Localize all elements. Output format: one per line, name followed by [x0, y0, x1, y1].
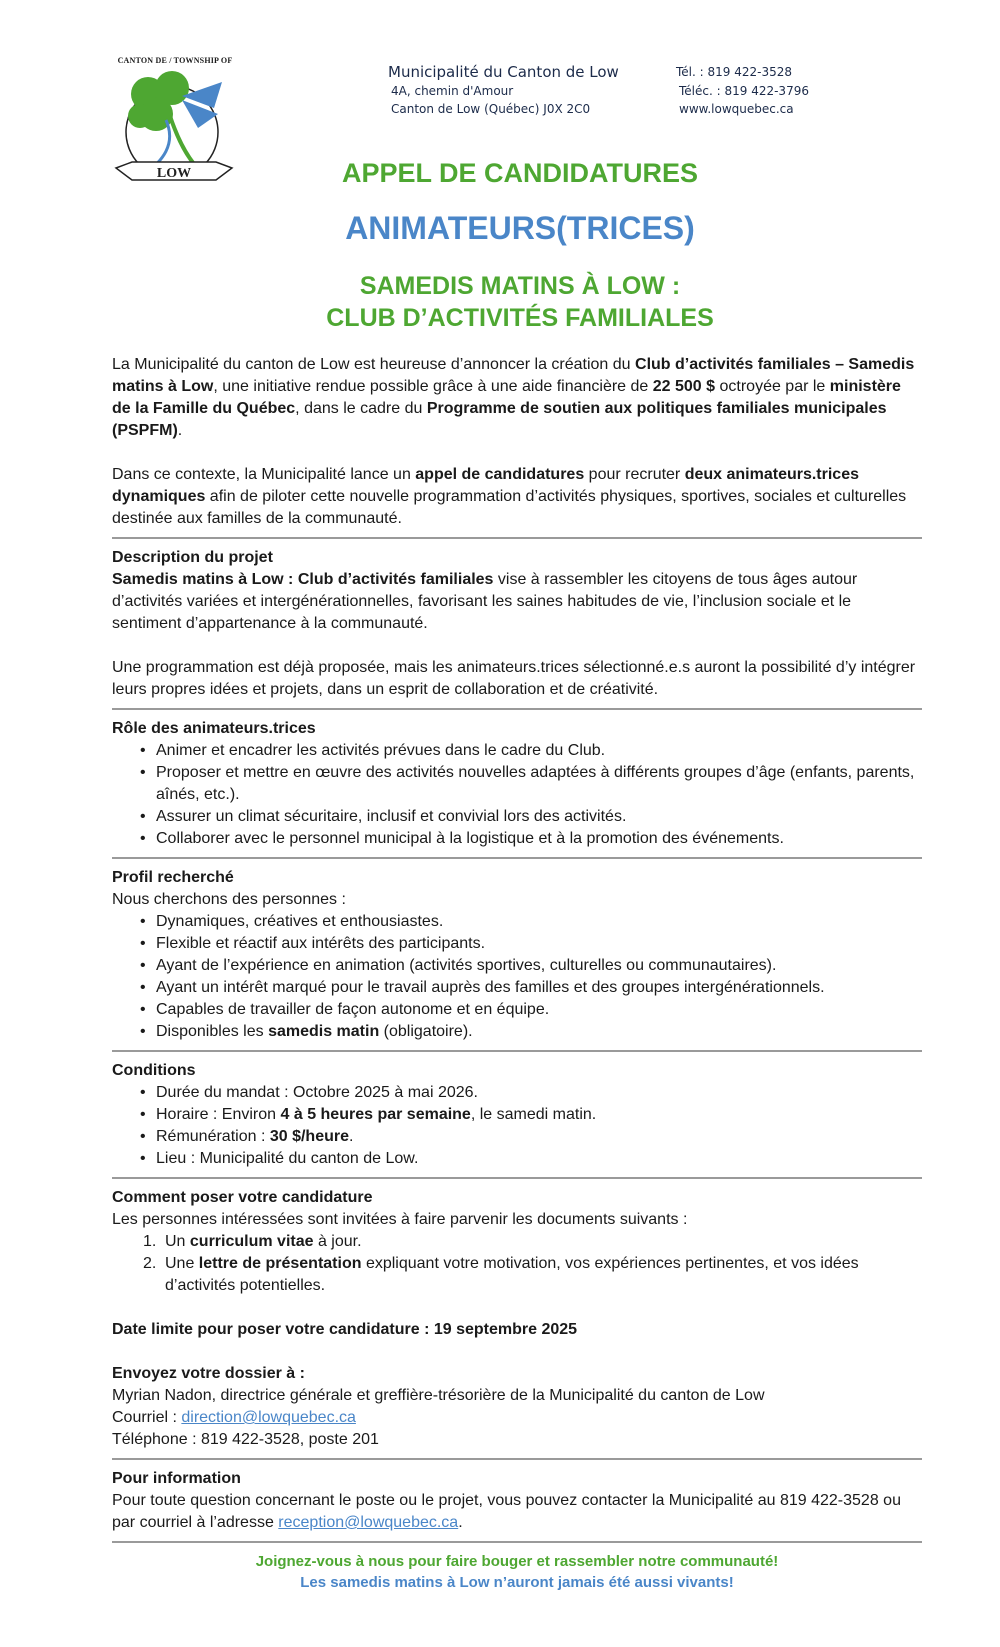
title-club-line-2: CLUB D’ACTIVITÉS FAMILIALES — [326, 304, 714, 332]
list-number: 1. — [143, 1233, 157, 1250]
direction-email-link[interactable]: direction@lowquebec.ca — [181, 1409, 356, 1426]
program-name: Programme de soutien aux politiques familiales municipales (PSPFM) — [112, 400, 887, 439]
emphasis: deux animateurs.trices dynamiques — [112, 466, 859, 505]
emphasis: lettre de présentation — [198, 1255, 362, 1272]
list-item: • Assurer un climat sécuritaire, inclusif et convivial lors des activités. — [140, 808, 627, 825]
deadline: Date limite pour poser votre candidature : 19 septembre 2025 — [112, 1321, 578, 1338]
list-item-text: Dynamiques, créatives et enthousiastes. — [156, 913, 444, 930]
logo-caption: CANTON DE / TOWNSHIP OF — [117, 56, 233, 65]
list-number: 2. — [143, 1255, 157, 1272]
list-item: • Durée du mandat : Octobre 2025 à mai 2026. — [140, 1084, 478, 1101]
text: . — [349, 1128, 354, 1145]
apply-list — [112, 1231, 922, 1297]
divider — [112, 1541, 922, 1543]
divider — [112, 1458, 922, 1460]
emphasis: samedis matin — [268, 1023, 380, 1040]
text: , dans le cadre du — [295, 400, 427, 417]
text: pour recruter — [584, 466, 685, 483]
intro-paragraph-1 — [112, 354, 922, 442]
emphasis: 4 à 5 heures par semaine — [280, 1106, 471, 1123]
profile-list — [112, 911, 922, 1043]
header-fax: Téléc. : 819 422-3796 — [679, 84, 809, 98]
divider — [112, 537, 922, 539]
role-list — [112, 740, 922, 850]
list-item-text: Animer et encadrer les activités prévues dans le cadre du Club. — [156, 742, 606, 759]
list-item: • Animer et encadrer les activités prévues dans le cadre du Club. — [140, 742, 606, 759]
text: Rémunération : — [156, 1128, 270, 1145]
footer-line-1: Joignez-vous à nous pour faire bouger et rassembler notre communauté! — [255, 1553, 779, 1570]
list-item: • Dynamiques, créatives et enthousiastes. — [140, 913, 444, 930]
contact-person: Myrian Nadon, directrice générale et greffière-trésorière de la Municipalité du canton de Low — [112, 1387, 765, 1404]
text: à jour. — [313, 1233, 362, 1250]
list-item: • Lieu : Municipalité du canton de Low. — [140, 1150, 419, 1167]
list-item — [112, 1231, 922, 1253]
list-item-text: Proposer et mettre en œuvre des activités nouvelles adaptées à différents groupes d’âge (enfants, parents, aînés, etc.). — [156, 764, 915, 803]
list-item: • Rémunération : 30 $/heure. — [140, 1128, 354, 1145]
text: (obligatoire). — [379, 1023, 473, 1040]
list-item-text: Durée du mandat : Octobre 2025 à mai 2026. — [156, 1084, 478, 1101]
text: Un — [165, 1233, 190, 1250]
description-paragraph-1 — [112, 569, 922, 635]
section-heading-role: Rôle des animateurs.trices — [112, 720, 316, 737]
address-line-1: 4A, chemin d'Amour — [391, 84, 514, 98]
text: . — [458, 1514, 463, 1531]
text: Horaire : Environ — [156, 1106, 281, 1123]
footer-line-2: Les samedis matins à Low n’auront jamais été aussi vivants! — [300, 1574, 734, 1591]
emphasis: curriculum vitae — [189, 1233, 314, 1250]
list-item: • Horaire : Environ 4 à 5 heures par semaine, le samedi matin. — [140, 1106, 597, 1123]
address-line-2: Canton de Low (Québec) J0X 2C0 — [391, 102, 591, 116]
list-item-text: Collaborer avec le personnel municipal à la logistique et à la promotion des événements. — [156, 830, 784, 847]
emphasis: 30 $/heure — [269, 1128, 349, 1145]
divider — [112, 1050, 922, 1052]
org-name: Municipalité du Canton de Low — [388, 63, 619, 81]
divider — [112, 708, 922, 710]
profile-intro: Nous cherchons des personnes : — [112, 891, 346, 908]
text: octroyée par le — [715, 378, 830, 395]
club-name: Club d’activités familiales – Samedis matins à Low — [112, 356, 915, 395]
title-club-line-1: SAMEDIS MATINS À LOW : — [359, 272, 681, 300]
contact-email-line — [112, 1407, 922, 1429]
footer-slogan — [112, 1551, 922, 1593]
text: Dans ce contexte, la Municipalité lance un — [112, 466, 416, 483]
title-club — [112, 270, 928, 334]
text: afin de piloter cette nouvelle programmation d’activités physiques, sportives, sociales et culturelles destinée aux familles de la communauté. — [112, 488, 907, 527]
info-paragraph — [112, 1490, 922, 1534]
title-call: APPEL DE CANDIDATURES — [341, 158, 699, 188]
list-item — [112, 1253, 922, 1297]
email-label: Courriel : — [112, 1409, 182, 1426]
header-contact — [676, 62, 876, 118]
text: La Municipalité du canton de Low est heureuse d’annoncer la création du — [112, 356, 636, 373]
grant-amount: 22 500 $ — [652, 378, 716, 395]
conditions-list — [112, 1082, 922, 1170]
section-heading-apply: Comment poser votre candidature — [112, 1189, 373, 1206]
list-item-text: Ayant un intérêt marqué pour le travail auprès des familles et des groupes intergénérationnels. — [156, 979, 825, 996]
list-item-text: Lieu : Municipalité du canton de Low. — [156, 1150, 419, 1167]
list-item-text: Capables de travailler de façon autonome et en équipe. — [156, 1001, 550, 1018]
reception-email-link[interactable]: reception@lowquebec.ca — [278, 1514, 459, 1531]
apply-intro: Les personnes intéressées sont invitées à faire parvenir les documents suivants : — [112, 1211, 688, 1228]
text: Disponibles les — [156, 1023, 269, 1040]
club-name: Samedis matins à Low : Club d’activités familiales — [112, 571, 494, 588]
description-paragraph-2: Une programmation est déjà proposée, mais les animateurs.trices sélectionné.e.s auront la possibilité d’y intégrer leurs propres idées et projets, dans un esprit de collaboration et de créativité. — [112, 659, 916, 698]
logo-banner-text: LOW — [156, 166, 192, 181]
title-position: ANIMATEURS(TRICES) — [345, 210, 695, 246]
text: expliquant votre motivation, vos expériences pertinentes, et vos idées d’activités potentielles. — [165, 1255, 859, 1294]
list-item: • Proposer et mettre en œuvre des activités nouvelles adaptées à différents groupes d’âge (enfants, parents, aînés, etc.). — [140, 764, 915, 803]
list-item: • Ayant de l’expérience en animation (activités sportives, culturelles ou communautaires). — [140, 957, 777, 974]
text: . — [177, 422, 183, 439]
section-heading-conditions: Conditions — [112, 1062, 196, 1079]
list-item-text: Flexible et réactif aux intérêts des participants. — [156, 935, 486, 952]
text: Pour toute question concernant le poste ou le projet, vous pouvez contacter la Municipalité au 819 422-3528 ou par courriel à l’adresse — [112, 1492, 901, 1531]
text: , le samedi matin. — [470, 1106, 597, 1123]
text: Une — [165, 1255, 199, 1272]
ministry-name: ministère de la Famille du Québec — [112, 378, 901, 417]
send-heading: Envoyez votre dossier à : — [112, 1365, 305, 1382]
list-item: • Disponibles les samedis matin (obligatoire). — [140, 1023, 473, 1040]
list-item: • Ayant un intérêt marqué pour le travail auprès des familles et des groupes intergénérationnels. — [140, 979, 825, 996]
intro-paragraph-2 — [112, 464, 922, 530]
contact-phone: Téléphone : 819 422-3528, poste 201 — [112, 1431, 379, 1448]
header-phone: Tél. : 819 422-3528 — [676, 65, 792, 79]
document-body — [112, 354, 922, 1593]
emphasis: appel de candidatures — [415, 466, 585, 483]
header-website[interactable]: www.lowquebec.ca — [679, 102, 794, 116]
header-address — [388, 62, 688, 118]
list-item: • Flexible et réactif aux intérêts des participants. — [140, 935, 486, 952]
divider — [112, 1177, 922, 1179]
text: , une initiative rendue possible grâce à une aide financière de — [213, 378, 653, 395]
section-heading-info: Pour information — [112, 1470, 241, 1487]
text: vise à rassembler les citoyens de tous âges autour d’activités variées et intergénérationnelles, favorisant les saines habitudes de vie, l’inclusion sociale et le sentiment d’appartenance à la communauté. — [112, 571, 858, 632]
divider — [112, 857, 922, 859]
section-heading-description: Description du projet — [112, 549, 273, 566]
list-item-text: Assurer un climat sécuritaire, inclusif et convivial lors des activités. — [156, 808, 627, 825]
list-item: • Collaborer avec le personnel municipal à la logistique et à la promotion des événements. — [140, 830, 784, 847]
section-heading-profile: Profil recherché — [112, 869, 234, 886]
list-item: • Capables de travailler de façon autonome et en équipe. — [140, 1001, 550, 1018]
list-item-text: Ayant de l’expérience en animation (activités sportives, culturelles ou communautaires). — [156, 957, 777, 974]
